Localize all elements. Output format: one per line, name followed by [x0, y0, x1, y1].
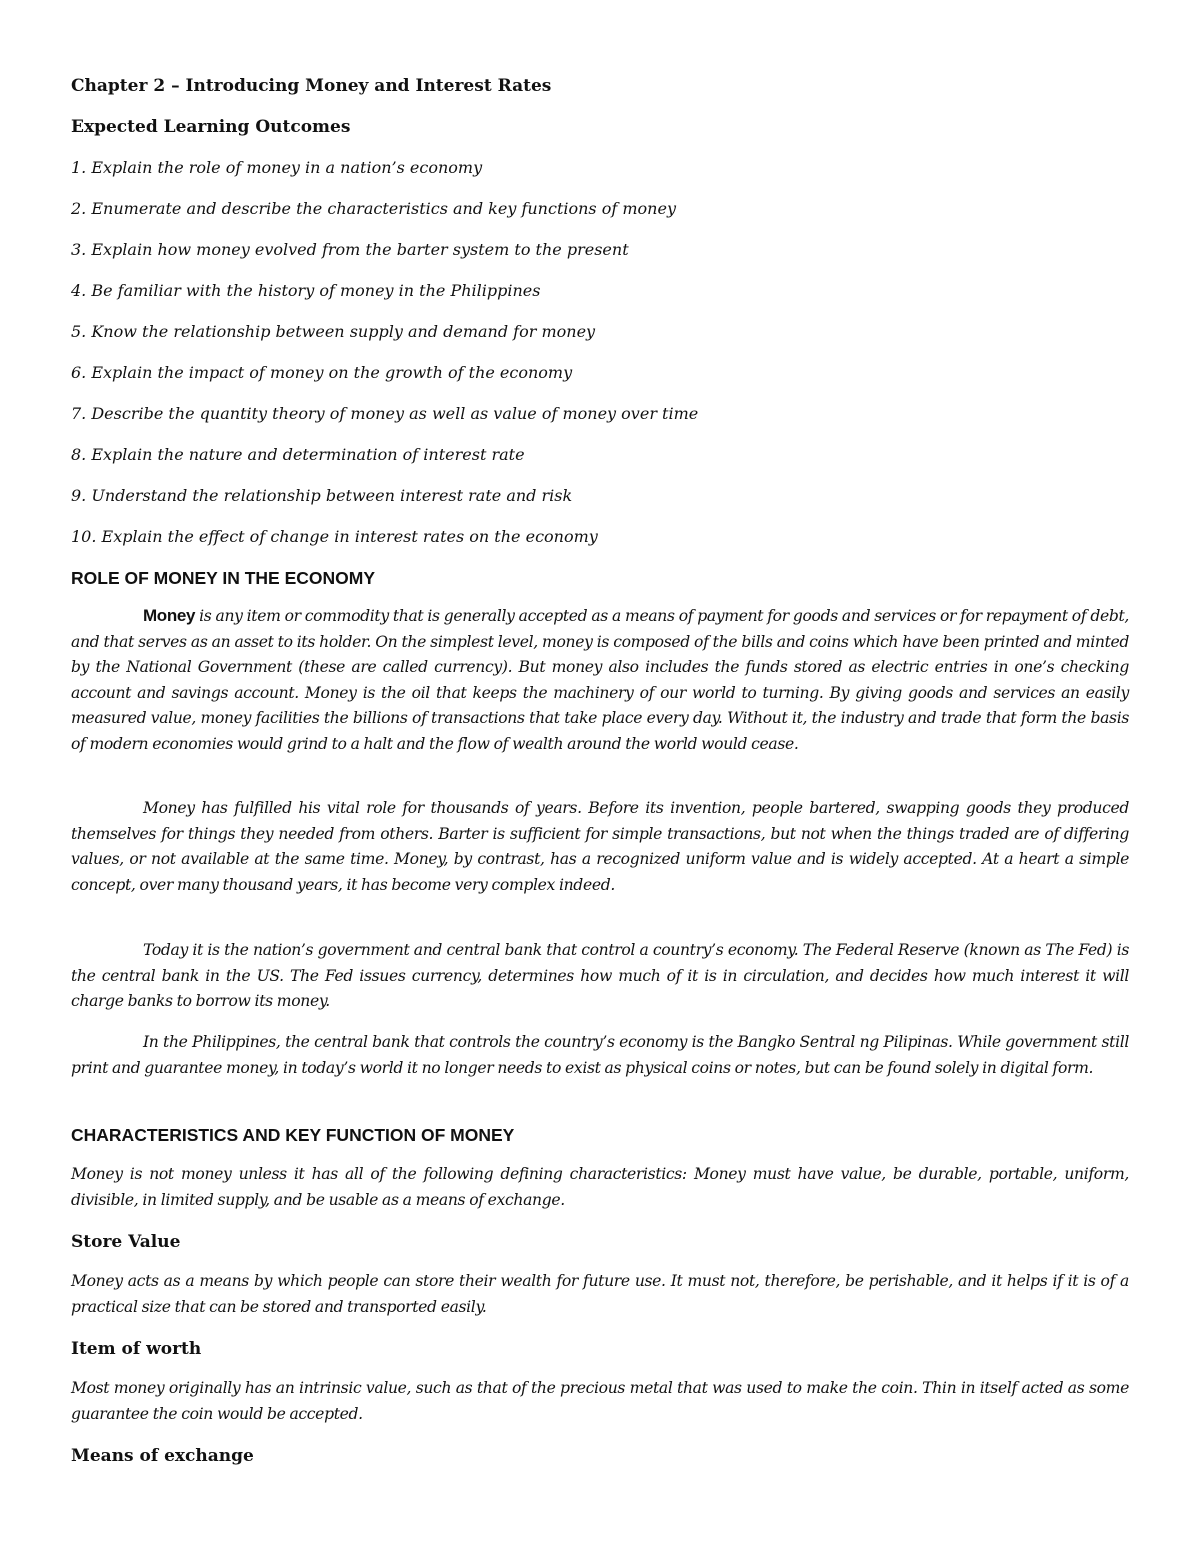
- item-of-worth-heading: Item of worth: [71, 1339, 202, 1359]
- item-of-worth-text: Most money originally has an intrinsic value, such as that of the precious metal that was used to make the coin. Thin in itself acted as some guarantee the coin would be accepted.: [71, 1379, 1129, 1423]
- outcome-item: 10. Explain the effect of change in interest rates on the economy: [71, 527, 598, 546]
- outcome-item: 9. Understand the relationship between interest rate and risk: [71, 486, 573, 505]
- role-paragraph-2: Money has fulfilled his vital role for thousands of years. Before its invention, people bartered, swapping goods they produced themselves for things they needed from others. Barter is sufficient for simple transactions, but not when the things traded are of differing values, or not available at the same time. Money, by contrast, has a recognized uniform value and is widely accepted. At a heart a simple concept, over many thousand years, it has become very complex indeed.: [71, 799, 1129, 894]
- store-value-text: Money acts as a means by which people can store their wealth for future use. It must not, therefore, be perishable, and it helps if it is of a practical size that can be stored and transported easily.: [71, 1272, 1129, 1316]
- role-paragraph-1: [71, 603, 1129, 757]
- chapter-title: Chapter 2 – Introducing Money and Interest Rates: [71, 76, 552, 96]
- role-section-heading: ROLE OF MONEY IN THE ECONOMY: [71, 568, 376, 588]
- outcome-item: 5. Know the relationship between supply and demand for money: [71, 322, 596, 341]
- outcome-item: 7. Describe the quantity theory of money as well as value of money over time: [71, 404, 699, 423]
- outcome-item: 3. Explain how money evolved from the barter system to the present: [71, 240, 629, 259]
- outcome-item: 1. Explain the role of money in a nation’s economy: [71, 158, 483, 177]
- store-value-heading: Store Value: [71, 1232, 181, 1252]
- outcome-item: 8. Explain the nature and determination of interest rate: [71, 445, 525, 464]
- money-term: Money: [143, 606, 196, 625]
- role-paragraph-4: In the Philippines, the central bank that controls the country’s economy is the Bangko Sentral ng Pilipinas. While government still print and guarantee money, in today’s world it no longer needs to exist as physical coins or notes, but can be found solely in digital form.: [71, 1033, 1129, 1077]
- outcome-item: 4. Be familiar with the history of money in the Philippines: [71, 281, 541, 300]
- outcomes-heading: Expected Learning Outcomes: [71, 117, 351, 137]
- means-of-exchange-heading: Means of exchange: [71, 1446, 254, 1466]
- outcome-item: 2. Enumerate and describe the characteristics and key functions of money: [71, 199, 676, 218]
- role-paragraph-1-text: is any item or commodity that is generally accepted as a means of payment for goods and services or for repayment of debt, and that serves as an asset to its holder. On the simplest level, money is composed of the bills and coins which have been printed and minted by the National Government (these are called currency). But money also includes the funds stored as electric entries in one’s checking account and savings account. Money is the oil that keeps the machinery of our world to turning. By giving goods and services an easily measured value, money facilities the billions of transactions that take place every day. Without it, the industry and trade that form the basis of modern economies would grind to a halt and the flow of wealth around the world would cease.: [71, 607, 1129, 753]
- outcome-item: 6. Explain the impact of money on the growth of the economy: [71, 363, 573, 382]
- characteristics-intro: Money is not money unless it has all of the following defining characteristics: Money must have value, be durable, portable, uniform, divisible, in limited supply, and be usable as a means of exchange.: [71, 1165, 1129, 1209]
- characteristics-section-heading: CHARACTERISTICS AND KEY FUNCTION OF MONEY: [71, 1125, 515, 1145]
- role-paragraph-3: Today it is the nation’s government and central bank that control a country’s economy. The Federal Reserve (known as The Fed) is the central bank in the US. The Fed issues currency, determines how much of it is in circulation, and decides how much interest it will charge banks to borrow its money.: [71, 941, 1129, 1010]
